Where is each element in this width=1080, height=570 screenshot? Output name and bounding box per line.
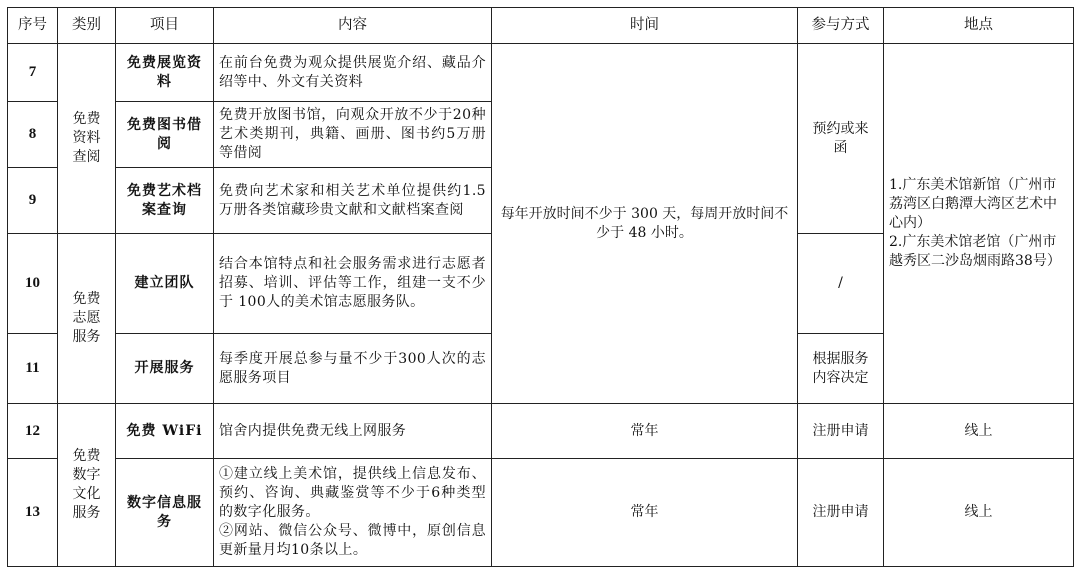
content-cell: ①建立线上美术馆，提供线上信息发布、预约、咨询、典藏鉴赏等不少于6种类型的数字化服务。 ②网站、微信公众号、微博中，原创信息更新量月均10条以上。 [214,459,492,567]
item-cell: 免费展览资料 [116,44,214,102]
seq-cell: 7 [8,44,58,102]
header-content: 内容 [214,8,492,44]
seq-cell: 13 [8,459,58,567]
service-table [7,7,1074,567]
item-cell: 免费艺术档案查询 [116,168,214,234]
mode-cell: 注册申请 [798,404,884,459]
mode-cell: / [798,234,884,334]
header-category: 类别 [58,8,116,44]
item-cell: 建立团队 [116,234,214,334]
header-time: 时间 [492,8,798,44]
location-cell-merged: 1.广东美术馆新馆（广州市荔湾区白鹅潭大湾区艺术中心内） 2.广东美术馆老馆（广州市越秀区二沙岛烟雨路38号） [884,44,1074,404]
category-free-materials: 免费资料查阅 [58,44,116,234]
mode-cell: 注册申请 [798,459,884,567]
table-row-12 [8,404,1074,459]
seq-cell: 8 [8,102,58,168]
seq-cell: 12 [8,404,58,459]
header-mode: 参与方式 [798,8,884,44]
mode-cell-merged: 预约或来函 [798,44,884,234]
header-item: 项目 [116,8,214,44]
location-cell: 线上 [884,459,1074,567]
time-cell: 常年 [492,459,798,567]
header-row [8,8,1074,44]
category-digital: 免费数字文化服务 [58,404,116,567]
content-cell: 馆舍内提供免费无线上网服务 [214,404,492,459]
content-cell: 在前台免费为观众提供展览介绍、藏品介绍等中、外文有关资料 [214,44,492,102]
mode-cell: 根据服务内容决定 [798,334,884,404]
time-cell-merged: 每年开放时间不少于 300 天，每周开放时间不少于 48 小时。 [492,44,798,404]
seq-cell: 10 [8,234,58,334]
item-cell: 免费 WiFi [116,404,214,459]
table-row-7 [8,44,1074,102]
content-cell: 结合本馆特点和社会服务需求进行志愿者招募、培训、评估等工作，组建一支不少于 100人的美术馆志愿服务队。 [214,234,492,334]
header-location: 地点 [884,8,1074,44]
seq-cell: 11 [8,334,58,404]
header-seq: 序号 [8,8,58,44]
item-cell: 开展服务 [116,334,214,404]
seq-cell: 9 [8,168,58,234]
content-cell: 免费向艺术家和相关艺术单位提供约1.5万册各类馆藏珍贵文献和文献档案查阅 [214,168,492,234]
service-table-wrapper [7,7,1074,567]
content-cell: 免费开放图书馆，向观众开放不少于20种艺术类期刊，典籍、画册、图书约5万册等借阅 [214,102,492,168]
content-cell: 每季度开展总参与量不少于300人次的志愿服务项目 [214,334,492,404]
time-cell: 常年 [492,404,798,459]
item-cell: 免费图书借阅 [116,102,214,168]
table-row-13 [8,459,1074,567]
category-volunteer: 免费志愿服务 [58,234,116,404]
item-cell: 数字信息服务 [116,459,214,567]
location-cell: 线上 [884,404,1074,459]
